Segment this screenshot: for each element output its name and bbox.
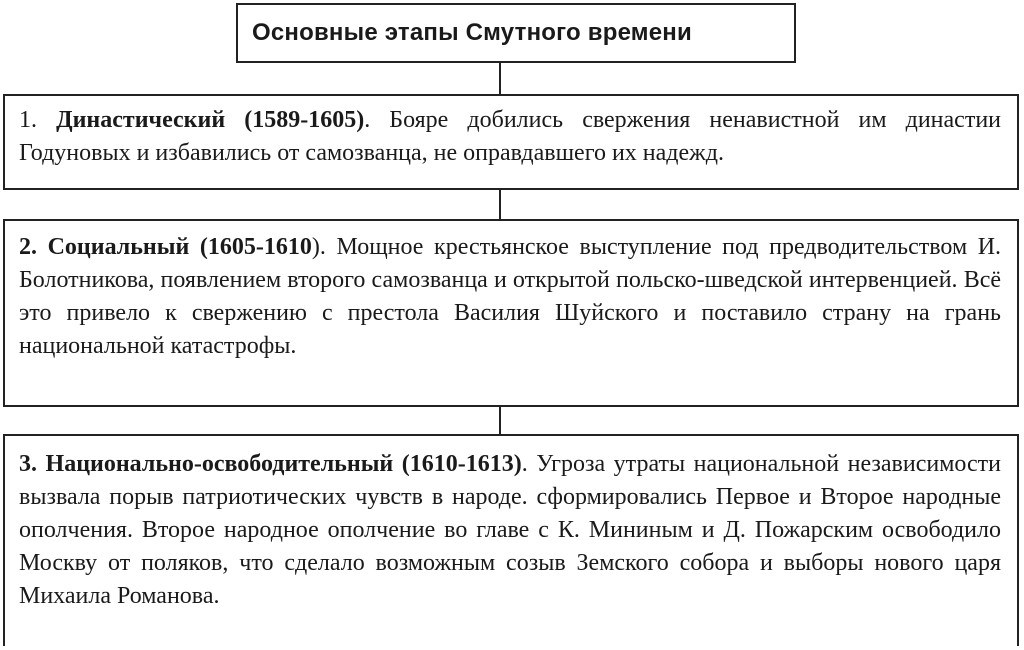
connector-title-stage1: [499, 63, 501, 94]
stage-1-box: [3, 94, 1019, 190]
connector-stage1-stage2: [499, 190, 501, 219]
stage-1-number: 1.: [19, 107, 57, 133]
stage-2-description: ). Мощное крестьянское выступление под предводительством И. Болотникова, появлением второго самозванца и открытой польско-шведской интервенцией. Всё это привело к свержению с престола Василия Шуйского и поставило страну на грань национальной катастрофы.: [19, 234, 1002, 359]
connector-stage2-stage3: [499, 407, 501, 434]
stage-2-box: [3, 219, 1019, 407]
stage-3-name: . Национально-освободительный (1610-1613): [31, 451, 522, 477]
stage-3-number: 3: [19, 451, 31, 477]
stage-1-description: . Бояре добились свержения ненавистной им династии Годуновых и избавились от самозванца, не оправдавшего их надежд.: [19, 107, 1002, 166]
stage-3-box: [3, 434, 1019, 646]
diagram-title-box: [236, 3, 796, 63]
stage-1-name: Династический (1589-1605): [56, 107, 365, 133]
stage-3-description: . Угроза утраты национальной независимости вызвала порыв патриотических чувств в народе. сформировались Первое и Второе народные ополчения. Второе народное ополчение во главе с К. Мининым и Д. Пожарским освободило Москву от поляков, что сделало возможным созыв Земского собора и выборы нового царя Михаила Романова.: [19, 451, 1001, 609]
diagram-title: Основные этапы Смутного времени: [252, 19, 692, 46]
stage-2-name: Социальный (1605-1610: [47, 234, 312, 260]
stage-2-number: 2.: [19, 234, 48, 260]
